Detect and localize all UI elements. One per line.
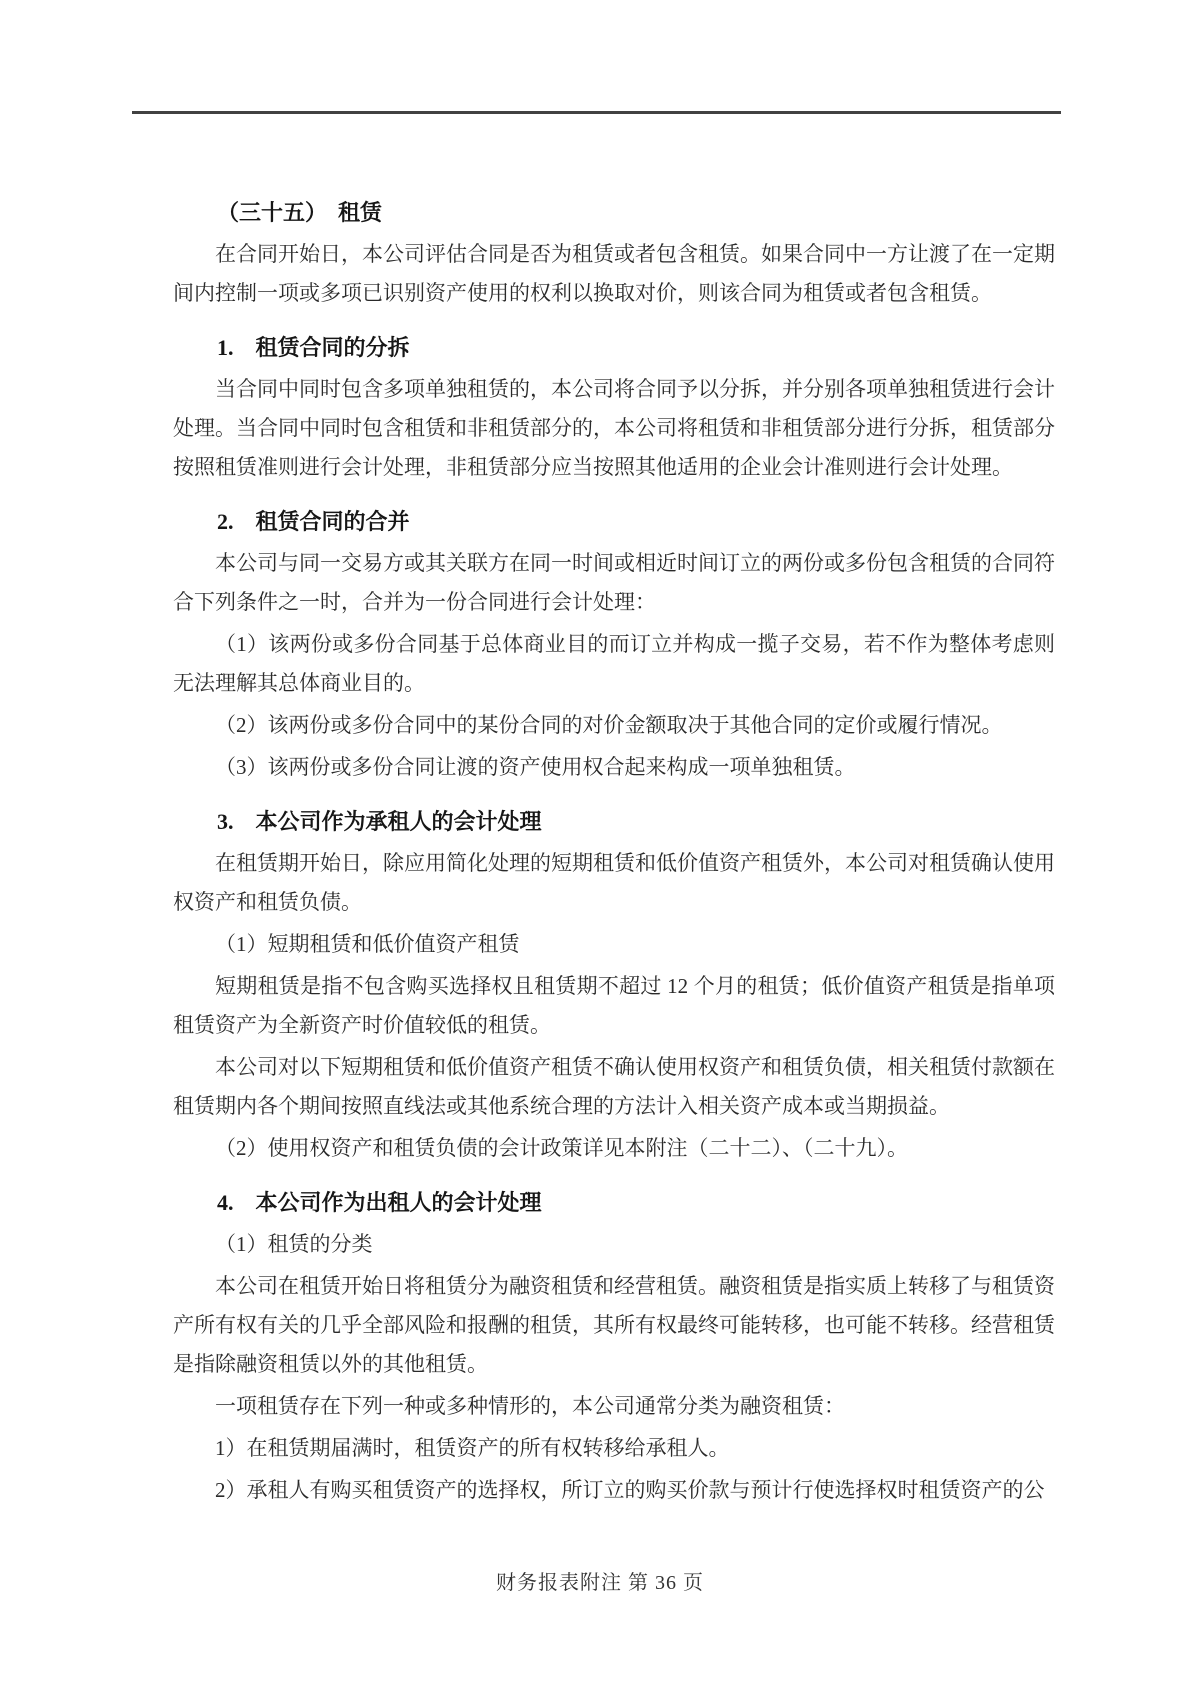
paragraph: 本公司与同一交易方或其关联方在同一时间或相近时间订立的两份或多份包含租赁的合同符合下列条件之一时，合并为一份合同进行会计处理：: [173, 551, 1055, 614]
list-item: （2）使用权资产和租赁负债的会计政策详见本附注（二十二）、（二十九）。: [215, 1136, 908, 1160]
paragraph: 短期租赁是指不包含购买选择权且租赁期不超过 12 个月的租赁；低价值资产租赁是指单项租赁资产为全新资产时价值较低的租赁。: [173, 974, 1055, 1037]
subsection-heading-3: 3. 本公司作为承租人的会计处理: [217, 809, 542, 834]
paragraph: 在租赁期开始日，除应用简化处理的短期租赁和低价值资产租赁外，本公司对租赁确认使用权资产和租赁负债。: [173, 851, 1055, 914]
list-item: （1）租赁的分类: [215, 1232, 373, 1256]
paragraph: 本公司在租赁开始日将租赁分为融资租赁和经营租赁。融资租赁是指实质上转移了与租赁资产所有权有关的几乎全部风险和报酬的租赁，其所有权最终可能转移，也可能不转移。经营租赁是指除融资租赁以外的其他租赁。: [173, 1274, 1055, 1376]
paragraph: 本公司对以下短期租赁和低价值资产租赁不确认使用权资产和租赁负债，相关租赁付款额在租赁期内各个期间按照直线法或其他系统合理的方法计入相关资产成本或当期损益。: [173, 1055, 1055, 1118]
list-item: （1）该两份或多份合同基于总体商业目的而订立并构成一揽子交易，若不作为整体考虑则无法理解其总体商业目的。: [173, 632, 1055, 695]
document-content: [173, 193, 1055, 1513]
list-item: （1）短期租赁和低价值资产租赁: [215, 932, 520, 956]
page-number-footer: 财务报表附注 第 36 页: [496, 1572, 704, 1594]
paragraph: 一项租赁存在下列一种或多种情形的，本公司通常分类为融资租赁：: [215, 1394, 845, 1418]
subsection-heading-4: 4. 本公司作为出租人的会计处理: [217, 1190, 542, 1215]
subsection-heading-2: 2. 租赁合同的合并: [217, 509, 410, 534]
paragraph: 在合同开始日，本公司评估合同是否为租赁或者包含租赁。如果合同中一方让渡了在一定期间内控制一项或多项已识别资产使用的权利以换取对价，则该合同为租赁或者包含租赁。: [173, 242, 1055, 305]
list-item: （3）该两份或多份合同让渡的资产使用权合起来构成一项单独租赁。: [215, 755, 856, 779]
list-item: 2）承租人有购买租赁资产的选择权，所订立的购买价款与预计行使选择权时租赁资产的公: [215, 1478, 1045, 1502]
section-heading: （三十五） 租赁: [217, 200, 383, 225]
subsection-heading-1: 1. 租赁合同的分拆: [217, 335, 410, 360]
list-item: 1）在租赁期届满时，租赁资产的所有权转移给承租人。: [215, 1436, 730, 1460]
list-item: （2）该两份或多份合同中的某份合同的对价金额取决于其他合同的定价或履行情况。: [215, 713, 1003, 737]
header-rule: [132, 111, 1061, 114]
paragraph: 当合同中同时包含多项单独租赁的，本公司将合同予以分拆，并分别各项单独租赁进行会计处理。当合同中同时包含租赁和非租赁部分的，本公司将租赁和非租赁部分进行分拆，租赁部分按照租赁准则进行会计处理，非租赁部分应当按照其他适用的企业会计准则进行会计处理。: [173, 377, 1055, 479]
